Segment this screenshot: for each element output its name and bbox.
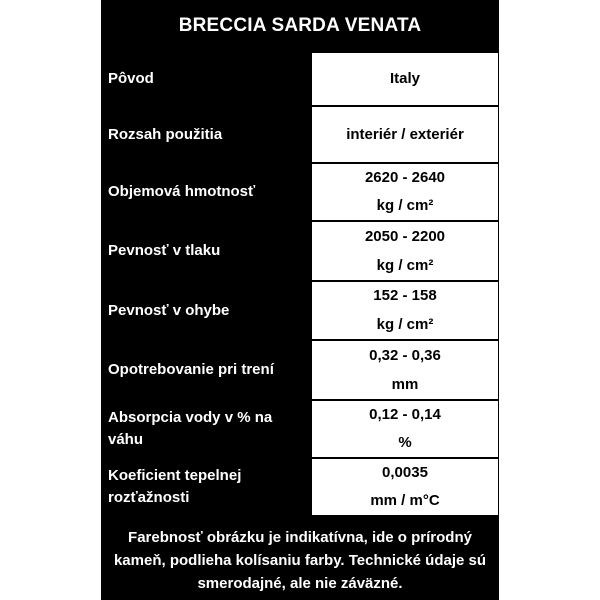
spec-row-compressive-strength — [101, 221, 499, 281]
row-label: Absorpcia vody v % na váhu — [108, 409, 273, 448]
row-value-line: 0,32 - 0,36 — [369, 346, 441, 364]
row-value-unit: kg / cm² — [376, 197, 434, 214]
row-value-unit: kg / cm² — [376, 256, 434, 274]
row-value-line: 0,0035 — [382, 464, 428, 481]
row-value-unit: kg / cm² — [376, 315, 434, 333]
row-value-line: 152 - 158 — [373, 287, 437, 305]
row-label: Pevnosť v tlaku — [108, 242, 221, 259]
row-value — [312, 459, 498, 515]
row-value-line: 2620 - 2640 — [364, 169, 446, 186]
row-label: Pevnosť v ohybe — [108, 301, 230, 319]
row-value-line: interiér / exteriér — [346, 125, 464, 143]
spec-row-thermal-expansion — [101, 458, 499, 516]
spec-title: BRECCIA SARDA VENATA — [178, 15, 422, 36]
row-value-unit: mm / m°C — [370, 492, 440, 509]
spec-row-water-absorption — [101, 400, 499, 458]
row-value-line: 0,12 - 0,14 — [369, 406, 441, 423]
row-value — [312, 107, 498, 162]
row-value — [312, 401, 498, 457]
row-label: Rozsah použitia — [108, 125, 223, 143]
row-label: Koeficient tepelnej rozťažnosti — [108, 467, 242, 506]
row-value-unit: mm — [391, 375, 419, 393]
row-value — [312, 164, 498, 220]
row-value — [312, 222, 498, 280]
row-label: Pôvod — [108, 70, 154, 87]
spec-row-density — [101, 163, 499, 221]
row-value-line: Italy — [389, 70, 420, 87]
row-value — [312, 53, 498, 105]
row-label: Objemová hmotnosť — [108, 183, 256, 200]
row-value-unit: % — [398, 434, 412, 451]
disclaimer-note: Farebnosť obrázku je indikatívna, ide o prírodný kameň, podlieha kolísaniu farby. Technické údaje sú smerodajné, ale nie záväzné. — [113, 529, 487, 592]
spec-row-origin — [101, 52, 499, 106]
row-value — [312, 282, 498, 339]
row-label: Opotrebovanie pri trení — [108, 361, 274, 378]
row-value — [312, 341, 498, 399]
spec-row-usage — [101, 106, 499, 163]
spec-row-flexural-strength — [101, 281, 499, 340]
spec-sheet — [101, 0, 499, 600]
spec-row-abrasion — [101, 340, 499, 400]
row-value-line: 2050 - 2200 — [364, 227, 446, 245]
